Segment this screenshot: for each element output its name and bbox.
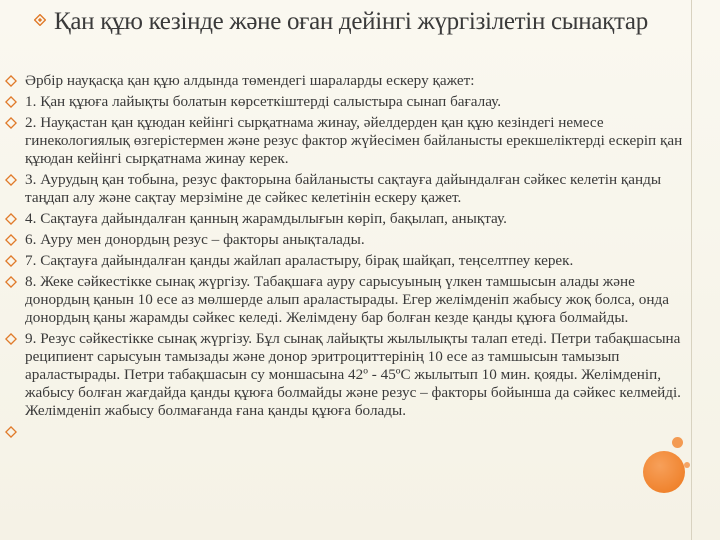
diamond-bullet-icon [5, 333, 17, 345]
title-row [20, 5, 700, 39]
orange-circle-decoration [684, 462, 690, 468]
list-item [5, 72, 685, 90]
diamond-bullet-icon [5, 276, 17, 288]
list-item [5, 210, 685, 228]
list-item-text: 8. Жеке сәйкестікке сынақ жүргізу. Табақшаға ауру сарысуының үлкен тамшысын алады және донордың қанын 10 есе аз мөлшерде алып араластырады. Егер желімденіп жабысу жоқ болса, онда донордың қаны жарамды сәйкес келеді. Желімдену бар болған кезде қанды құюға болмайды. [25, 273, 669, 326]
diamond-bullet-icon [5, 96, 17, 108]
list-item [5, 330, 685, 420]
diamond-bullet-icon [5, 234, 17, 246]
bullet-list [5, 72, 685, 444]
list-item-text: 4. Сақтауға дайындалған қанның жарамдылығын көріп, бақылап, анықтау. [25, 210, 507, 227]
diamond-bullet-icon [5, 426, 17, 438]
list-item-text: 1. Қан құюға лайықты болатын көрсеткіштерді салыстыра сынап бағалау. [25, 93, 502, 110]
slide-border-line [691, 0, 692, 540]
diamond-bullet-icon [34, 14, 46, 26]
diamond-bullet-icon [5, 117, 17, 129]
orange-circle-decoration [672, 437, 683, 448]
list-item-empty [5, 423, 685, 441]
diamond-bullet-icon [5, 174, 17, 186]
list-item [5, 171, 685, 207]
list-item-text: 7. Сақтауға дайындалған қанды жайлап араластыру, бірақ шайқап, теңселтпеу керек. [25, 252, 574, 269]
list-item-text: 2. Науқастан қан құюдан кейінгі сырқатнама жинау, әйелдерден қан құю кезіндегі немесе гинекологиялық өзгерістермен және резус фактор жүйесімен байланысты ерекшеліктерді ескеріп қан құюдан кейінгі сырқатнама жинау керек. [25, 114, 683, 167]
list-item-text: 3. Аурудың қан тобына, резус факторына байланысты сақтауға дайындалған сәйкес келетін қанды таңдап алу және сақтау мерзіміне де сәйкес келетінін ескеру қажет. [25, 171, 662, 206]
list-item [5, 252, 685, 270]
list-item [5, 231, 685, 249]
list-item-text: 6. Ауру мен донордың резус – факторы анықталады. [25, 231, 365, 248]
list-item [5, 273, 685, 327]
list-item [5, 114, 685, 168]
diamond-bullet-icon [5, 255, 17, 267]
orange-circle-decoration [643, 451, 685, 493]
diamond-bullet-icon [5, 213, 17, 225]
list-item [5, 93, 685, 111]
page-title: Қан құю кезінде және оған дейінгі жүргізілетін сынақтар [54, 8, 648, 35]
list-item-text: Әрбір науқасқа қан құю алдында төмендегі шараларды ескеру қажет: [25, 72, 475, 89]
diamond-bullet-icon [5, 75, 17, 87]
list-item-text: 9. Резус сәйкестікке сынақ жүргізу. Бұл сынақ лайықты жылылықты талап етеді. Петри табақшасына реципиент сарысуын тамызады және донор эритроциттерінің 10 есе аз тамшысын тамызып араластырады. Петри табақшасын су моншасына 42º - 45ºC жылытып 10 мин. қояды. Желімденіп, жабысу болған жағдайда қанды құюға болмайды және резус – факторы бойынша да сәйкес келмейді. Желімденіп жабысу болмағанда ғана қанды құюға болады. [25, 330, 681, 419]
